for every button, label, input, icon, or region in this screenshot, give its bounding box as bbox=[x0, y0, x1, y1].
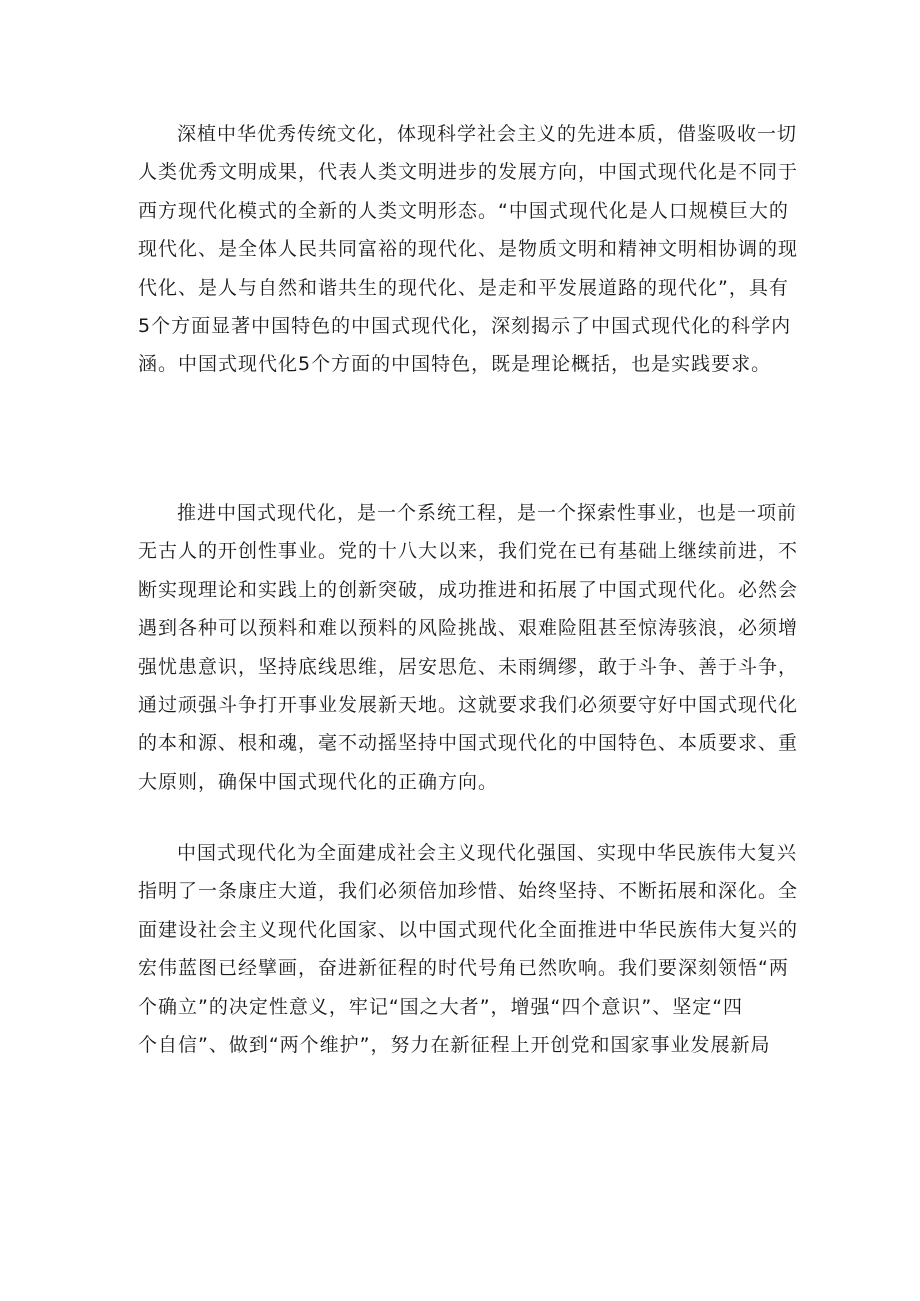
paragraph-line: 涵。中国式现代化5个方面的中国特色，既是理论概括，也是实践要求。 bbox=[138, 353, 772, 376]
paragraph-line: 推进中国式现代化，是一个系统工程，是一个探索性事业，也是一项前 bbox=[177, 502, 798, 524]
paragraph-line: 个确立”的决定性意义，牢记“国之大者”，增强“四个意识”、坚定“四 bbox=[138, 995, 744, 1018]
paragraph-line: 无古人的开创性事业。党的十八大以来，我们党在已有基础上继续前进，不 bbox=[138, 540, 799, 563]
paragraph-line: 通过顽强斗争打开事业发展新天地。这就要求我们必须要守好中国式现代化 bbox=[138, 693, 799, 716]
paragraph-line: 人类优秀文明成果，代表人类文明进步的发展方向，中国式现代化是不同于 bbox=[138, 161, 799, 184]
paragraph-line: 代化、是人与自然和谐共生的现代化、是走和平发展道路的现代化”，具有 bbox=[138, 276, 789, 299]
paragraph-line: 大原则，确保中国式现代化的正确方向。 bbox=[138, 770, 499, 793]
paragraph-line: 面建设社会主义现代化国家、以中国式现代化全面推进中华民族伟大复兴的 bbox=[138, 918, 799, 941]
paragraph-line: 断实现理论和实践上的创新突破，成功推进和拓展了中国式现代化。必然会 bbox=[138, 578, 799, 601]
paragraph-line: 强忧患意识，坚持底线思维，居安思危、未雨绸缪，敢于斗争、善于斗争， bbox=[138, 655, 799, 678]
paragraph-line: 西方现代化模式的全新的人类文明形态。“中国式现代化是人口规模巨大的 bbox=[138, 199, 789, 222]
paragraph-line: 遇到各种可以预料和难以预料的风险挑战、艰难险阻甚至惊涛骇浪，必须增 bbox=[138, 617, 799, 640]
paragraph-3 bbox=[138, 834, 798, 1064]
paragraph-line: 中国式现代化为全面建成社会主义现代化强国、实现中华民族伟大复兴 bbox=[177, 842, 798, 864]
paragraph-line: 指明了一条康庄大道，我们必须倍加珍惜、始终坚持、不断拓展和深化。全 bbox=[138, 880, 799, 903]
paragraph-line: 5个方面显著中国特色的中国式现代化，深刻揭示了中国式现代化的科学内 bbox=[138, 314, 792, 337]
paragraph-line: 深植中华优秀传统文化，体现科学社会主义的先进本质，借鉴吸收一切 bbox=[177, 123, 798, 145]
paragraph-2 bbox=[138, 494, 798, 801]
paragraph-line: 个自信”、做到“两个维护”，努力在新征程上开创党和国家事业发展新局 bbox=[138, 1033, 771, 1056]
paragraph-line: 的本和源、根和魂，毫不动摇坚持中国式现代化的中国特色、本质要求、重 bbox=[138, 732, 799, 755]
paragraph-1 bbox=[138, 115, 798, 384]
paragraph-line: 宏伟蓝图已经擘画，奋进新征程的时代号角已然吹响。我们要深刻领悟“两 bbox=[138, 957, 789, 980]
paragraph-line: 现代化、是全体人民共同富裕的现代化、是物质文明和精神文明相协调的现 bbox=[138, 238, 799, 261]
